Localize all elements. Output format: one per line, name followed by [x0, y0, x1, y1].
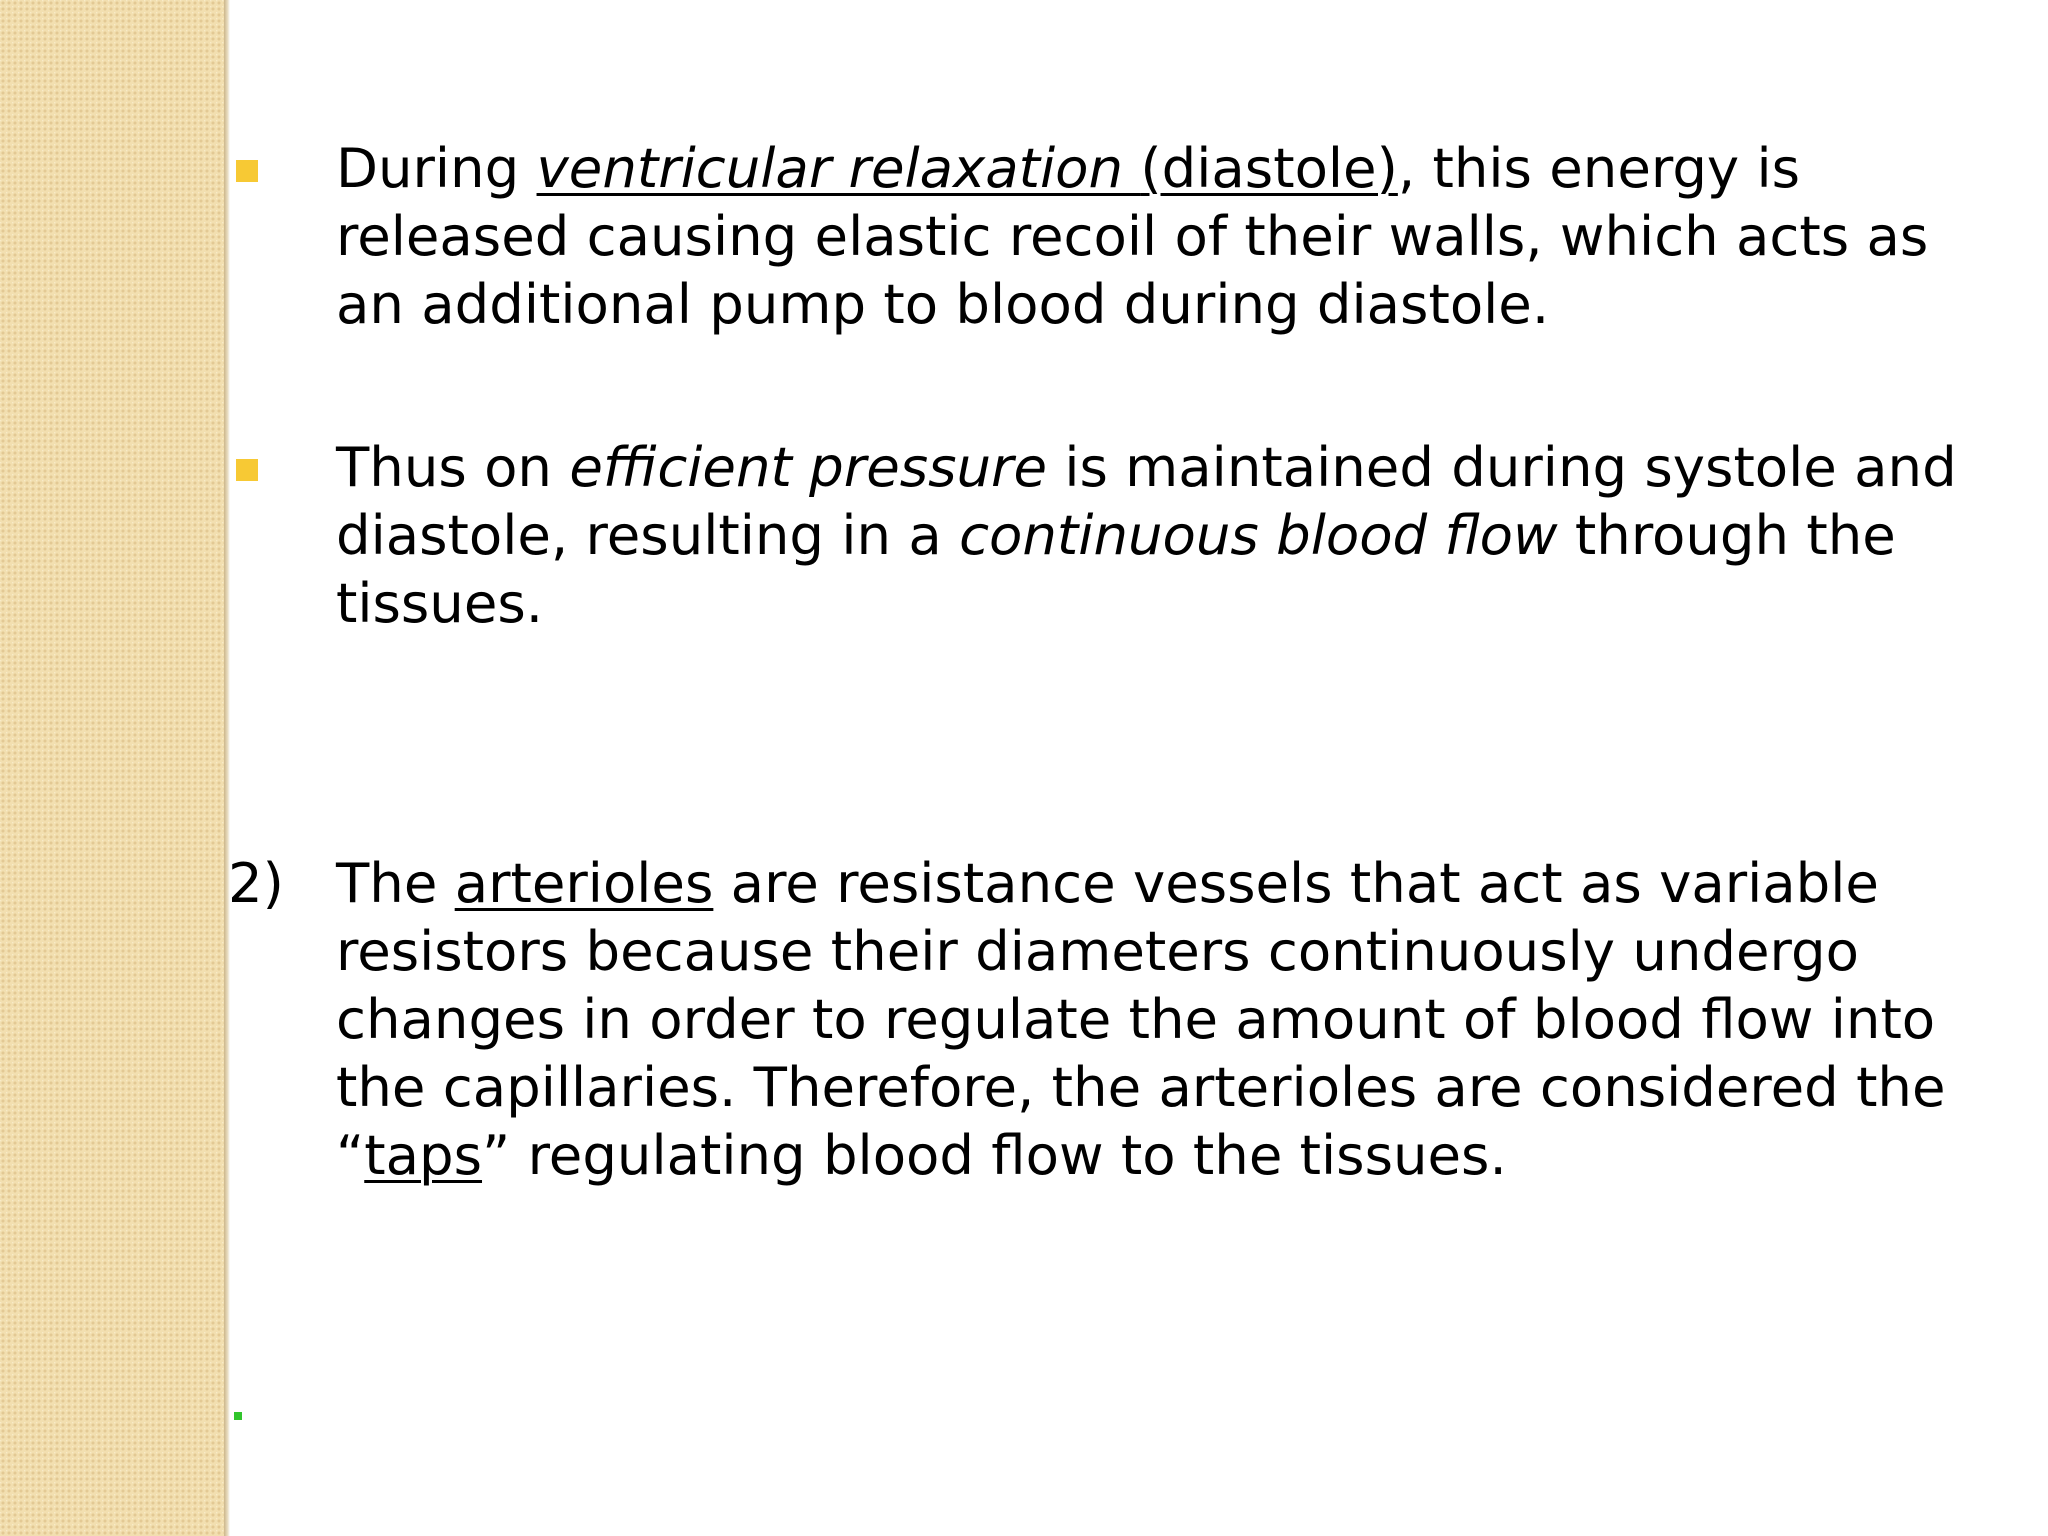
text-run: The — [336, 851, 455, 915]
green-dot-marker — [234, 1412, 242, 1420]
italic-term: ventricular relaxation — [536, 136, 1141, 200]
text-line — [336, 433, 2036, 501]
text-line — [336, 849, 2036, 917]
underlined-term: arterioles — [454, 851, 714, 915]
text-line: resistors because their diameters continuously undergo — [336, 919, 1859, 983]
bullet-paragraph-pressure — [336, 433, 2036, 637]
bullet-square-icon — [236, 160, 258, 182]
text-run: diastole, resulting in a — [336, 503, 960, 567]
text-line: released causing elastic recoil of their walls, which acts as — [336, 204, 1929, 268]
bullet-paragraph-diastole — [336, 134, 2036, 338]
text-line: tissues. — [336, 571, 544, 635]
italic-term: efficient pressure — [569, 435, 1047, 499]
text-run: are resistance vessels that act as variable — [713, 851, 1879, 915]
text-line: changes in order to regulate the amount of blood flow into — [336, 987, 1936, 1051]
text-line — [336, 1121, 2036, 1189]
sidebar-edge-shadow — [224, 0, 230, 1536]
text-run: ” regulating blood flow to the tissues. — [482, 1123, 1507, 1187]
text-line — [336, 501, 2036, 569]
text-run: “ — [336, 1123, 365, 1187]
emphasis-underlined — [537, 136, 1398, 200]
text-run: through the — [1557, 503, 1896, 567]
decorative-sidebar — [0, 0, 224, 1536]
text-run: is maintained during systole and — [1047, 435, 1957, 499]
italic-term: continuous blood flow — [959, 503, 1558, 567]
numbered-paragraph-arterioles — [336, 849, 2036, 1189]
list-number: 2) — [228, 851, 284, 915]
text-line — [336, 134, 2036, 202]
text-run: , this energy is — [1397, 136, 1801, 200]
underlined-term: (diastole) — [1140, 136, 1398, 200]
underlined-term: taps — [364, 1123, 483, 1187]
text-line: an additional pump to blood during diastole. — [336, 272, 1550, 336]
bullet-square-icon — [236, 459, 258, 481]
text-line: the capillaries. Therefore, the arterioles are considered the — [336, 1055, 1946, 1119]
text-run: During — [336, 136, 537, 200]
text-run: Thus on — [336, 435, 570, 499]
